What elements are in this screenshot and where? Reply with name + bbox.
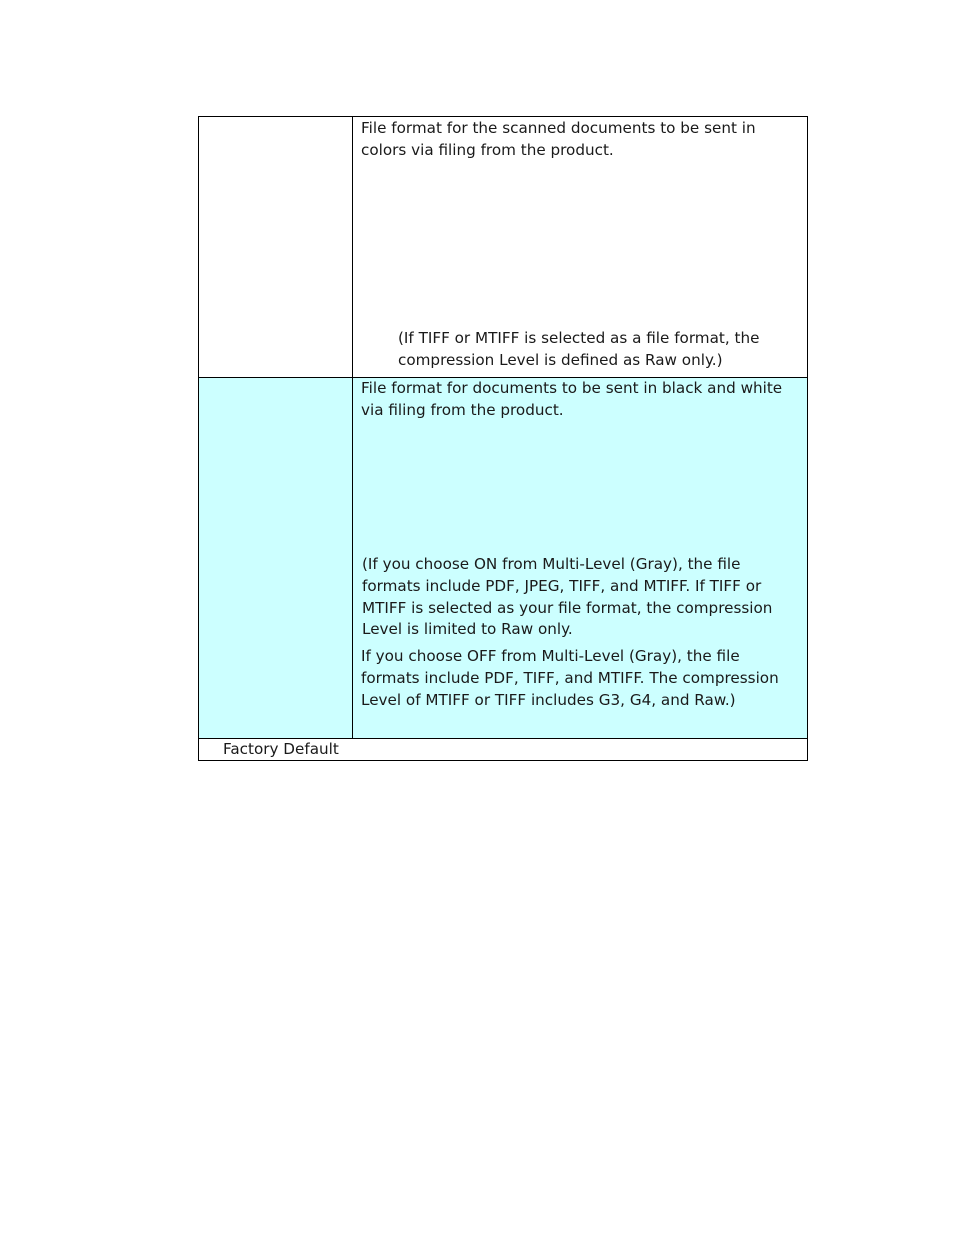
bw-file-format-label-cell bbox=[199, 378, 353, 739]
color-tiff-compression-note: (If TIFF or MTIFF is selected as a file format, the compression Level is defined as Raw only.) bbox=[398, 329, 760, 369]
multi-level-on-note: (If you choose ON from Multi-Level (Gray), the file formats include PDF, JPEG, TIFF, and MTIFF. If TIFF or MTIFF is selected as your file format, the compression Level is limited to Raw only. bbox=[362, 555, 773, 639]
settings-table bbox=[198, 116, 808, 761]
factory-default-cell bbox=[199, 739, 808, 761]
bw-file-format-description-cell bbox=[353, 378, 808, 739]
table-row bbox=[199, 739, 808, 761]
color-file-format-description: File format for the scanned documents to be sent in colors via filing from the product. bbox=[361, 119, 756, 159]
multi-level-off-note: If you choose OFF from Multi-Level (Gray), the file formats include PDF, TIFF, and MTIFF. The compression Level of MTIFF or TIFF includes G3, G4, and Raw.) bbox=[361, 647, 779, 709]
color-file-format-label-cell bbox=[199, 117, 353, 378]
table-row bbox=[199, 117, 808, 378]
bw-file-format-description: File format for documents to be sent in black and white via filing from the product. bbox=[361, 379, 783, 419]
color-file-format-description-cell bbox=[353, 117, 808, 378]
table-row bbox=[199, 378, 808, 739]
factory-default-label: Factory Default bbox=[223, 740, 339, 758]
